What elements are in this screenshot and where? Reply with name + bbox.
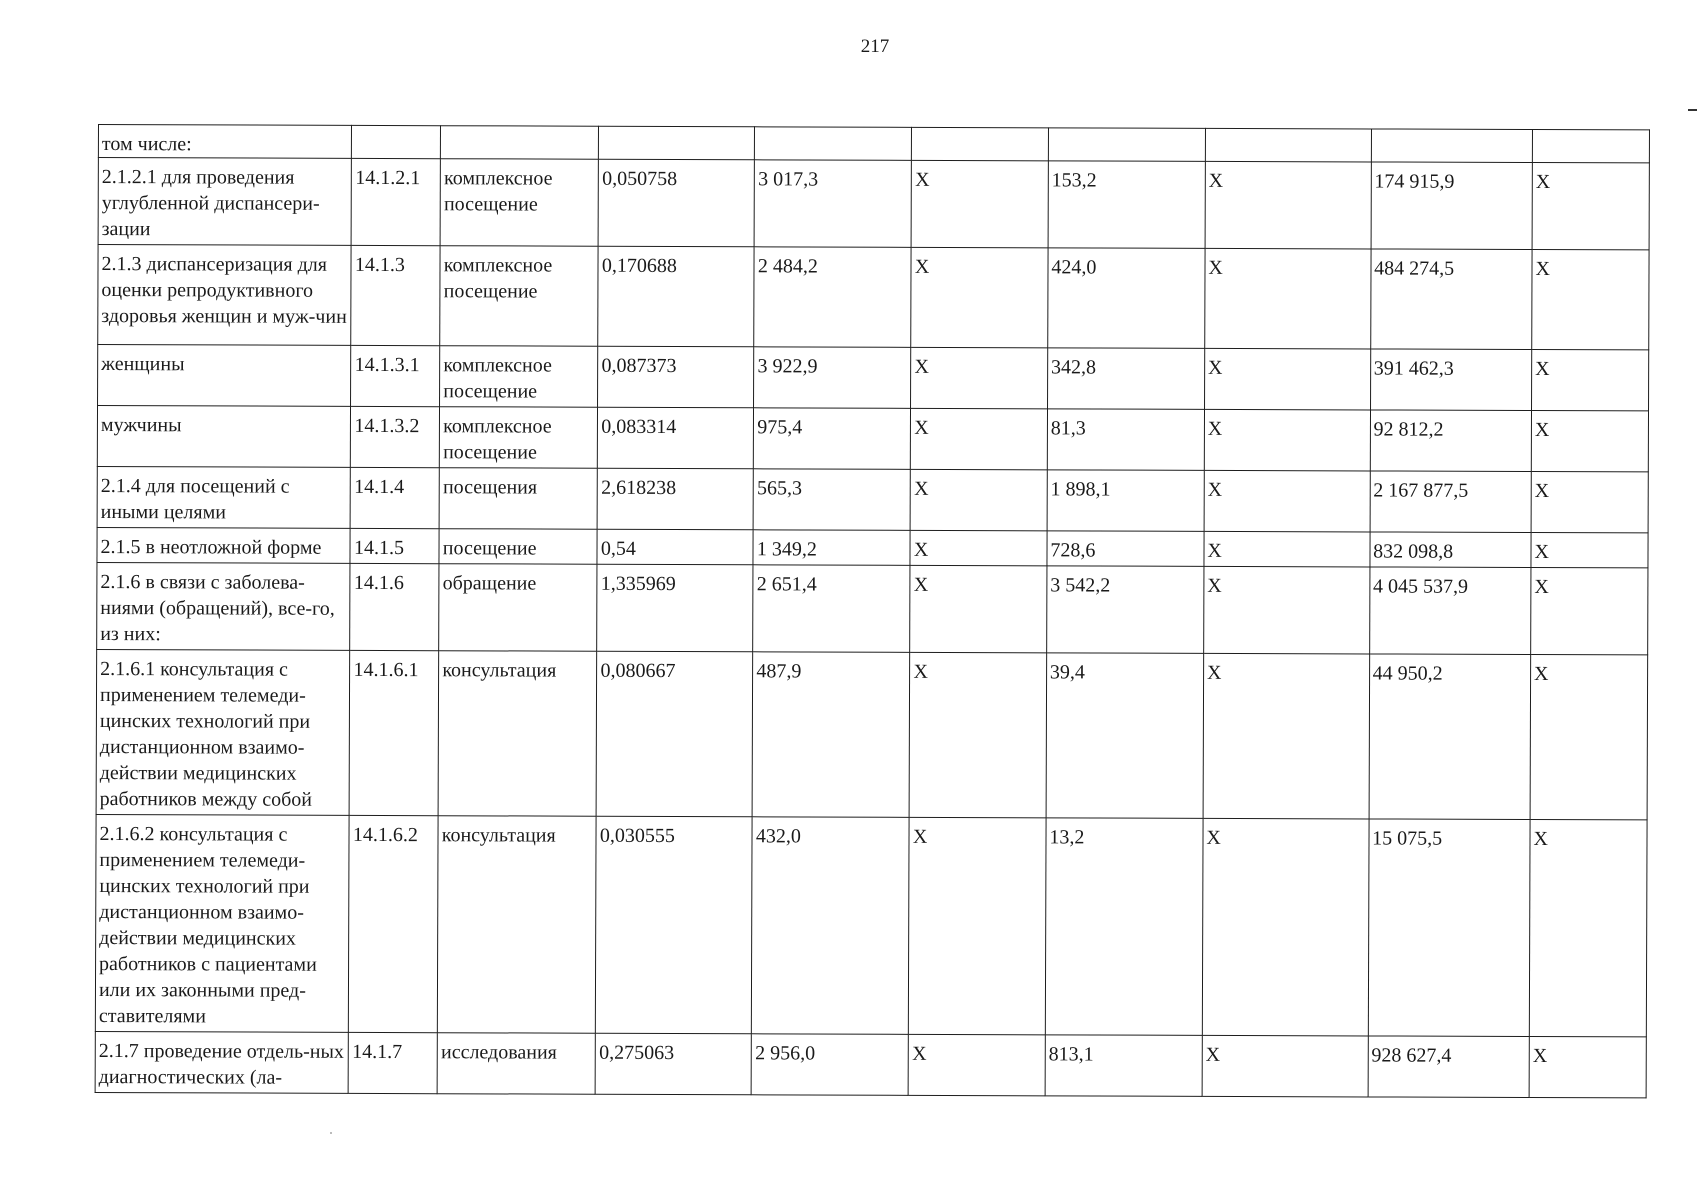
code-cell: 14.1.5: [350, 528, 439, 563]
x-cell: Х: [1532, 250, 1649, 350]
table-row: [98, 245, 1649, 350]
x-cell: Х: [911, 247, 1048, 347]
rate-cell: 1,335969: [597, 564, 753, 652]
row-name-cell: 2.1.4 для посещений с иными целями: [97, 466, 351, 528]
row-name-cell: мужчины: [97, 406, 351, 468]
x-cell: Х: [1529, 1037, 1646, 1098]
rate-cell: [599, 126, 755, 160]
table-row: [96, 649, 1648, 819]
code-cell: 14.1.4: [351, 467, 440, 528]
unit-cell: посещения: [439, 468, 597, 530]
cost-cell: 3 922,9: [754, 347, 911, 409]
rate-cell: 2,618238: [597, 468, 753, 530]
margin-mark: [1688, 109, 1697, 111]
x-cell: Х: [910, 565, 1047, 652]
x-cell: Х: [1202, 1035, 1368, 1097]
table-row: [98, 345, 1649, 411]
amount-cell: 92 812,2: [1370, 410, 1532, 472]
value-cell: 1 898,1: [1047, 470, 1204, 532]
value-cell: 81,3: [1047, 409, 1204, 471]
unit-cell: консультация: [438, 651, 597, 817]
cost-cell: 2 484,2: [754, 247, 911, 348]
rate-cell: 0,050758: [598, 159, 754, 247]
table-row: [97, 466, 1648, 532]
cost-cell: [755, 127, 912, 161]
code-cell: [352, 125, 441, 158]
rate-cell: 0,083314: [598, 407, 754, 469]
amount-cell: 484 274,5: [1370, 249, 1532, 350]
rate-cell: 0,087373: [598, 346, 754, 408]
cost-cell: 975,4: [754, 408, 911, 470]
value-cell: 13,2: [1045, 818, 1203, 1036]
x-cell: Х: [1532, 163, 1649, 250]
scan-speck: [330, 1132, 332, 1134]
x-cell: Х: [1531, 533, 1648, 568]
x-cell: Х: [909, 652, 1046, 817]
unit-cell: исследования: [437, 1033, 595, 1095]
table-row: [95, 1031, 1646, 1097]
cost-cell: 2 651,4: [753, 565, 910, 653]
x-cell: Х: [910, 530, 1047, 565]
table-row: [98, 158, 1649, 250]
row-name-cell: том числе:: [98, 125, 352, 159]
x-cell: Х: [1531, 568, 1648, 655]
value-cell: 342,8: [1047, 348, 1204, 410]
row-name-cell: 2.1.2.1 для проведения углубленной диспансери-зации: [98, 158, 352, 246]
unit-cell: комплексное посещение: [440, 159, 598, 247]
code-cell: 14.1.6.2: [349, 815, 439, 1032]
x-cell: Х: [1204, 409, 1370, 471]
x-cell: Х: [911, 408, 1048, 469]
row-name-cell: 2.1.6.1 консультация с применением телемеди-цинских технологий при дистанционном взаимо-действии медицинских работников между собой: [96, 649, 350, 815]
cost-cell: 432,0: [752, 817, 910, 1035]
row-name-cell: 2.1.5 в неотложной форме: [97, 527, 351, 563]
amount-cell: 391 462,3: [1370, 349, 1532, 411]
x-cell: Х: [1531, 411, 1648, 472]
rate-cell: 0,54: [597, 529, 753, 565]
x-cell: Х: [1203, 653, 1369, 819]
value-cell: 813,1: [1045, 1035, 1202, 1097]
value-cell: 153,2: [1048, 161, 1205, 249]
value-cell: 39,4: [1046, 653, 1204, 819]
page-number: 217: [860, 36, 890, 57]
table-row: [97, 527, 1648, 567]
row-name-cell: 2.1.7 проведение отдель-ных диагностических (ла-: [95, 1031, 349, 1093]
amount-cell: 928 627,4: [1368, 1036, 1530, 1098]
code-cell: 14.1.6.1: [350, 650, 439, 815]
cost-cell: 3 017,3: [754, 160, 911, 248]
x-cell: Х: [910, 469, 1047, 530]
rate-cell: 0,080667: [596, 651, 753, 817]
cost-cell: 487,9: [752, 652, 910, 818]
x-cell: Х: [911, 347, 1048, 408]
x-cell: [1532, 130, 1649, 163]
value-cell: 424,0: [1048, 248, 1205, 349]
x-cell: Х: [1205, 161, 1371, 249]
rate-cell: 0,030555: [596, 816, 753, 1034]
unit-cell: комплексное посещение: [440, 346, 598, 408]
unit-cell: посещение: [439, 529, 597, 565]
value-cell: 728,6: [1047, 531, 1204, 567]
amount-cell: 4 045 537,9: [1369, 567, 1531, 655]
unit-cell: обращение: [439, 564, 597, 652]
x-cell: Х: [1204, 531, 1370, 567]
x-cell: Х: [1202, 818, 1368, 1036]
x-cell: Х: [1204, 470, 1370, 532]
row-name-cell: женщины: [98, 345, 352, 407]
data-table: [95, 124, 1650, 1098]
value-cell: [1048, 128, 1205, 162]
code-cell: 14.1.6: [350, 563, 439, 650]
x-cell: Х: [1530, 655, 1648, 820]
x-cell: [912, 127, 1049, 160]
x-cell: Х: [1204, 348, 1370, 410]
rate-cell: 0,170688: [598, 246, 754, 347]
row-name-cell: 2.1.6.2 консультация с применением телемеди-цинских технологий при дистанционном взаимо-действии медицинских работников с пациентами или их законными пред-ставителями: [95, 814, 349, 1032]
cost-cell: 1 349,2: [753, 530, 910, 566]
code-cell: 14.1.3.1: [351, 345, 440, 406]
table-row: [95, 814, 1647, 1036]
x-cell: Х: [1531, 350, 1648, 411]
table-row: [98, 125, 1649, 163]
amount-cell: 2 167 877,5: [1370, 471, 1532, 533]
row-name-cell: 2.1.3 диспансеризация для оценки репродуктивного здоровья женщин и муж-чин: [98, 245, 352, 346]
value-cell: 3 542,2: [1047, 566, 1204, 654]
cost-cell: 2 956,0: [751, 1034, 908, 1096]
code-cell: 14.1.3: [351, 245, 440, 345]
unit-cell: комплексное посещение: [440, 246, 598, 347]
x-cell: Х: [908, 1034, 1045, 1095]
amount-cell: 15 075,5: [1368, 819, 1530, 1037]
unit-cell: комплексное посещение: [440, 407, 598, 469]
table-body: [95, 125, 1649, 1098]
rate-cell: 0,275063: [595, 1033, 751, 1095]
amount-cell: 44 950,2: [1369, 654, 1531, 820]
amount-cell: 174 915,9: [1371, 162, 1533, 250]
x-cell: Х: [911, 160, 1048, 247]
code-cell: 14.1.2.1: [352, 158, 441, 245]
unit-cell: консультация: [438, 816, 597, 1034]
code-cell: 14.1.3.2: [351, 406, 440, 467]
amount-cell: 832 098,8: [1370, 532, 1531, 568]
x-cell: [1205, 128, 1371, 162]
x-cell: Х: [909, 817, 1046, 1034]
x-cell: Х: [1204, 566, 1370, 654]
row-name-cell: 2.1.6 в связи с заболева-ниями (обращений), все-го, из них:: [97, 562, 351, 650]
cost-cell: 565,3: [753, 469, 910, 531]
code-cell: 14.1.7: [349, 1032, 438, 1093]
x-cell: Х: [1205, 248, 1371, 349]
table-row: [97, 562, 1648, 654]
x-cell: Х: [1529, 820, 1647, 1037]
unit-cell: [441, 126, 599, 160]
table-row: [97, 406, 1648, 472]
amount-cell: [1371, 129, 1532, 163]
x-cell: Х: [1531, 472, 1648, 533]
